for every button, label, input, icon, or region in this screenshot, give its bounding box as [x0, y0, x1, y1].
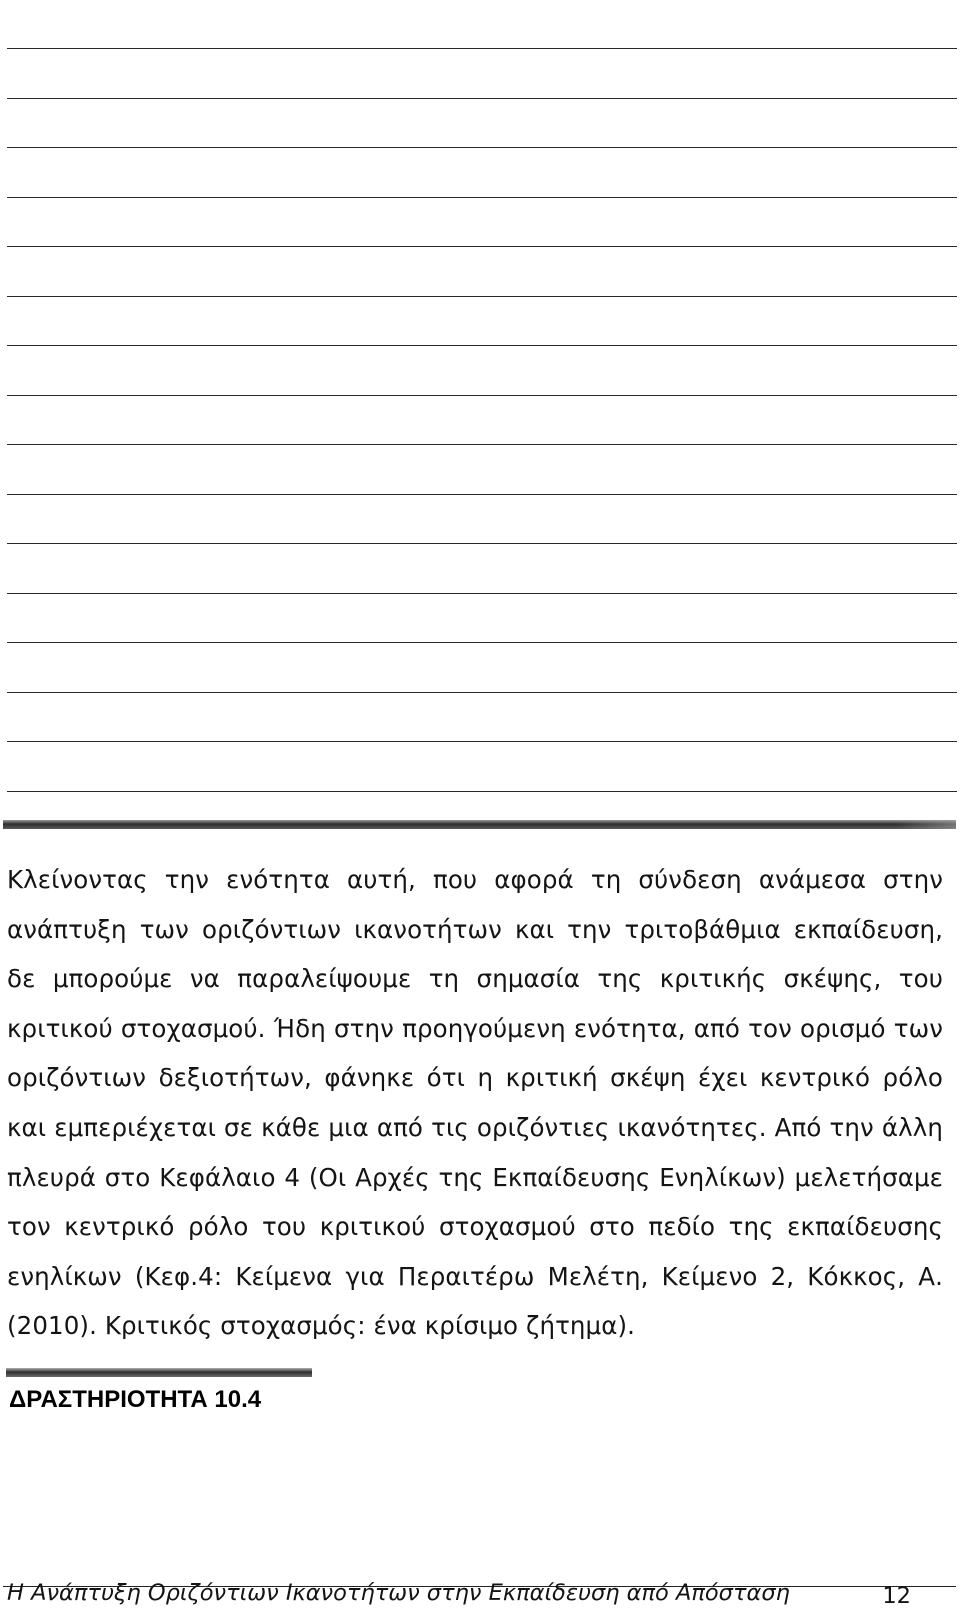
ruled-line: [7, 543, 957, 544]
ruled-line: [7, 395, 957, 396]
page-number: 12: [882, 1583, 911, 1609]
ruled-line: [7, 692, 957, 693]
ruled-line: [7, 246, 957, 247]
ruled-line: [7, 345, 957, 346]
ruled-line: [7, 791, 957, 792]
ruled-line: [7, 741, 957, 742]
ruled-line: [7, 147, 957, 148]
ruled-line: [7, 98, 957, 99]
body-paragraph: Κλείνοντας την ενότητα αυτή, που αφορά τη σύνδεση ανάμεσα στην ανάπτυξη των οριζόντιων ικανοτήτων και την τριτοβάθμια εκπαίδευση, δε μπορούμε να παραλείψουμε τη σημασία της κριτικής σκέψης, του κριτικού στοχασμού. Ήδη στην προηγούμενη ενότητα, από τον ορισμό των οριζόντιων δεξιοτήτων, φάνηκε ότι η κριτική σκέψη έχει κεντρικό ρόλο και εμπεριέχεται σε κάθε μια από τις οριζόντιες ικανότητες. Από την άλλη πλευρά στο Κεφάλαιο 4 (Οι Αρχές της Εκπαίδευσης Ενηλίκων) μελετήσαμε τον κεντρικό ρόλο του κριτικού στοχασμού στο πεδίο της εκπαίδευσης ενηλίκων (Κεφ.4: Κείμενα για Περαιτέρω Μελέτη, Κείμενο 2, Κόκκος, Α. (2010). Κριτικός στοχασμός: ένα κρίσιμο ζήτημα).: [7, 865, 943, 1341]
ruled-line: [7, 48, 957, 49]
activity-title: ΔΡΑΣΤΗΡΙΟΤΗΤΑ 10.4: [9, 1386, 262, 1413]
ruled-line: [7, 444, 957, 445]
ruled-line: [7, 494, 957, 495]
activity-divider: [6, 1368, 312, 1377]
footer-title: Η Ανάπτυξη Οριζόντιων Ικανοτήτων στην Εκπαίδευση από Απόσταση: [7, 1580, 790, 1606]
section-divider: [3, 820, 956, 829]
ruled-line: [7, 642, 957, 643]
ruled-line: [7, 593, 957, 594]
ruled-line: [7, 296, 957, 297]
ruled-line: [7, 197, 957, 198]
